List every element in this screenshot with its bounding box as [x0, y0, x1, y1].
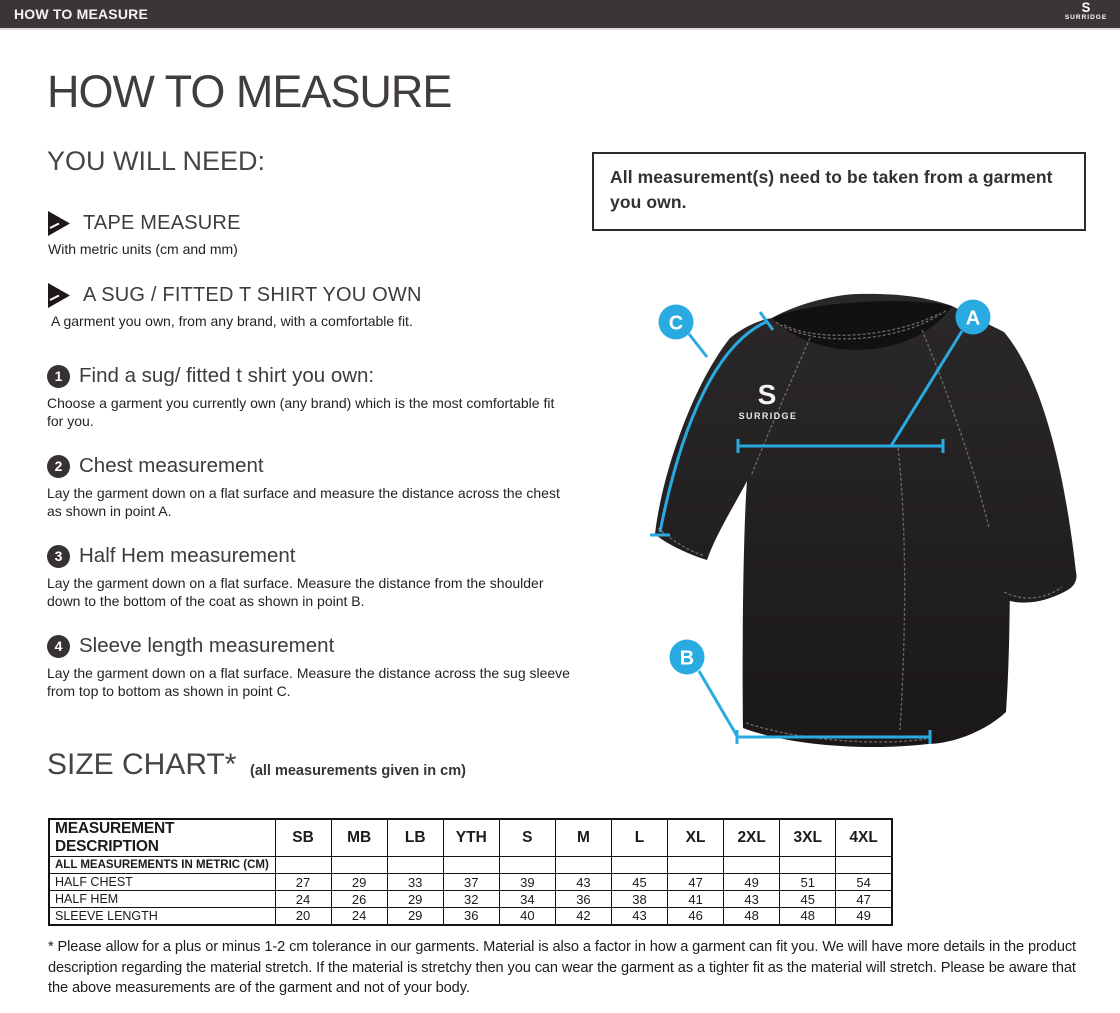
step-title: Sleeve length measurement — [79, 634, 335, 657]
step-number-badge: 3 — [47, 545, 70, 568]
size-chart-header-row — [49, 819, 892, 857]
need-item-title: TAPE MEASURE — [83, 212, 241, 234]
arrow-icon — [47, 282, 71, 309]
cell: 49 — [724, 874, 780, 891]
svg-text:A: A — [965, 307, 981, 330]
column-header: SB — [275, 819, 331, 857]
cell: 54 — [836, 874, 892, 891]
cell: 46 — [668, 908, 724, 925]
column-header: M — [555, 819, 611, 857]
step-title: Find a sug/ fitted t shirt you own: — [79, 364, 375, 387]
cell: 49 — [836, 908, 892, 925]
column-header: L — [611, 819, 667, 857]
marker-b — [670, 640, 705, 675]
cell: 36 — [555, 891, 611, 908]
cell: 37 — [443, 874, 499, 891]
step-title: Chest measurement — [79, 454, 264, 477]
cell: 51 — [780, 874, 836, 891]
row-label: HALF CHEST — [49, 874, 275, 891]
cell: 43 — [555, 874, 611, 891]
table-row-sleeve-length — [49, 908, 892, 925]
step-1 — [47, 364, 572, 430]
shirt-image — [655, 294, 1077, 747]
cell: 29 — [331, 874, 387, 891]
step-description: Lay the garment down on a flat surface. Measure the distance from the shoulder down to the bottom of the coat as shown in point B. — [47, 575, 544, 609]
cell: 45 — [780, 891, 836, 908]
cell: 20 — [275, 908, 331, 925]
cell: 48 — [724, 908, 780, 925]
svg-text:B: B — [679, 647, 695, 670]
size-chart-subheading: (all measurements given in cm) — [250, 763, 466, 779]
cell: 32 — [443, 891, 499, 908]
shirt-logo-text: SURRIDGE — [738, 411, 798, 421]
cell: 47 — [668, 874, 724, 891]
shirt-measurement-diagram — [600, 278, 1100, 793]
surridge-logo-icon — [1060, 1, 1112, 29]
need-item-description: A garment you own, from any brand, with a comfortable fit. — [51, 313, 413, 329]
row-label: HALF HEM — [49, 891, 275, 908]
cell: 40 — [499, 908, 555, 925]
svg-text:C: C — [668, 312, 684, 335]
cell: 29 — [387, 908, 443, 925]
surridge-s-icon: S — [1081, 0, 1091, 16]
cell: 27 — [275, 874, 331, 891]
size-chart-heading: SIZE CHART* — [47, 748, 237, 781]
cell: 24 — [331, 908, 387, 925]
step-4 — [47, 634, 572, 700]
surridge-wordmark: SURRIDGE — [1064, 14, 1108, 21]
cell: 29 — [387, 891, 443, 908]
column-header: 3XL — [780, 819, 836, 857]
step-description: Lay the garment down on a flat surface and measure the distance across the chest as shown in point A. — [47, 485, 560, 519]
cell: 33 — [387, 874, 443, 891]
column-header: YTH — [443, 819, 499, 857]
top-bar — [0, 0, 1120, 30]
step-number-badge: 4 — [47, 635, 70, 658]
cell: 47 — [836, 891, 892, 908]
cell: 48 — [780, 908, 836, 925]
need-item-title: A SUG / FITTED T SHIRT YOU OWN — [83, 284, 422, 306]
need-item-tape-measure — [47, 210, 241, 257]
cell: 36 — [443, 908, 499, 925]
arrow-icon — [47, 210, 71, 237]
footnote: * Please allow for a plus or minus 1-2 cm tolerance in our garments. Material is also a factor in how a garment can fit you. We will have more details in the product description regarding the material stretch. If the material is stretchy then you can wear the garment as a tighter fit as the material will stretch. Please be aware that the above measurements are of the garment and not of your body. — [48, 939, 1076, 996]
shirt-logo-s: S — [757, 379, 777, 410]
cell: 26 — [331, 891, 387, 908]
need-item-tshirt — [47, 282, 422, 329]
cell: 39 — [499, 874, 555, 891]
need-item-description: With metric units (cm and mm) — [48, 241, 238, 257]
metric-note: ALL MEASUREMENTS IN METRIC (CM) — [49, 857, 275, 874]
step-title: Half Hem measurement — [79, 544, 296, 567]
page-title: HOW TO MEASURE — [47, 66, 452, 117]
callout-box: All measurement(s) need to be taken from a garment you own. — [592, 152, 1086, 231]
topbar-title: HOW TO MEASURE — [14, 6, 148, 22]
column-header: MEASUREMENT DESCRIPTION — [49, 819, 275, 857]
marker-a — [956, 300, 991, 335]
cell: 24 — [275, 891, 331, 908]
you-will-need-heading: YOU WILL NEED: — [47, 146, 266, 176]
step-number-badge: 2 — [47, 455, 70, 478]
step-description: Lay the garment down on a flat surface. Measure the distance across the sug sleeve from top to bottom as shown in point C. — [47, 665, 570, 699]
column-header: XL — [668, 819, 724, 857]
step-2 — [47, 454, 572, 520]
cell: 42 — [555, 908, 611, 925]
column-header: LB — [387, 819, 443, 857]
size-chart-table — [48, 818, 893, 926]
cell: 34 — [499, 891, 555, 908]
step-3 — [47, 544, 572, 610]
column-header: 2XL — [724, 819, 780, 857]
metric-note-row — [49, 857, 892, 874]
step-description: Choose a garment you currently own (any brand) which is the most comfortable fit for you. — [47, 395, 555, 429]
column-header: 4XL — [836, 819, 892, 857]
marker-c — [659, 305, 694, 340]
cell: 43 — [611, 908, 667, 925]
row-label: SLEEVE LENGTH — [49, 908, 275, 925]
cell: 45 — [611, 874, 667, 891]
step-number-badge: 1 — [47, 365, 70, 388]
column-header: S — [499, 819, 555, 857]
cell: 38 — [611, 891, 667, 908]
cell: 41 — [668, 891, 724, 908]
cell: 43 — [724, 891, 780, 908]
table-row-half-chest — [49, 874, 892, 891]
table-row-half-hem — [49, 891, 892, 908]
column-header: MB — [331, 819, 387, 857]
